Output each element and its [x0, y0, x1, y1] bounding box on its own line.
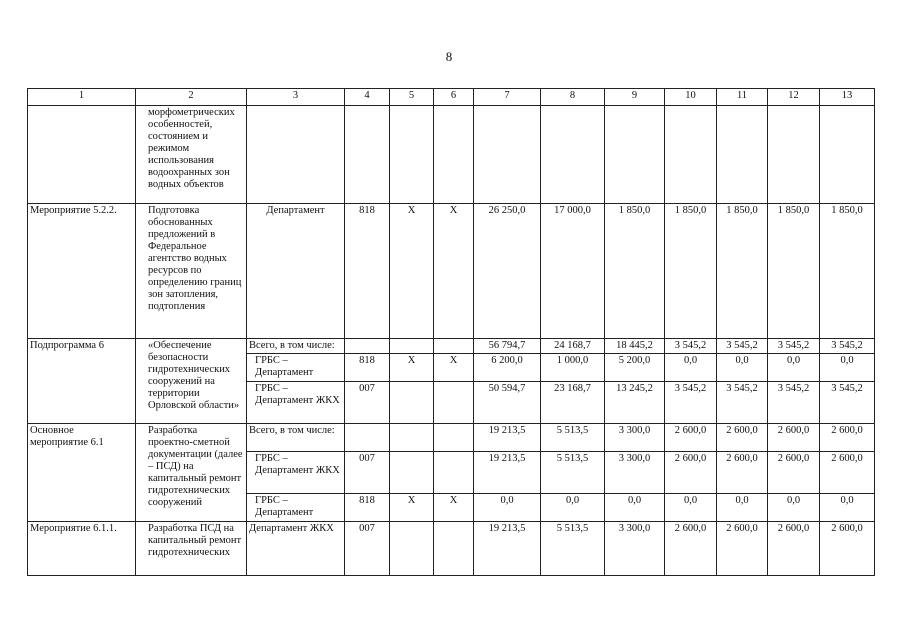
table-cell: Х — [434, 354, 474, 382]
header-cell: 4 — [345, 89, 390, 106]
table-cell — [768, 106, 820, 204]
table-cell: Мероприятие 6.1.1. — [28, 522, 136, 576]
table-cell: 3 545,2 — [820, 382, 875, 424]
table-cell: Разработка проектно-сметной документации (далее – ПСД) на капитальный ремонт гидротехнических сооружений — [136, 424, 247, 522]
table-cell: 2 600,0 — [768, 452, 820, 494]
table-cell: 17 000,0 — [541, 204, 605, 339]
table-cell: 24 168,7 — [541, 339, 605, 354]
table-cell: 0,0 — [768, 494, 820, 522]
table-cell: 6 200,0 — [474, 354, 541, 382]
table-cell — [605, 106, 665, 204]
table-cell: 19 213,5 — [474, 452, 541, 494]
table-row — [28, 339, 875, 354]
table-cell: 007 — [345, 382, 390, 424]
table-cell: 1 850,0 — [605, 204, 665, 339]
table-cell — [434, 452, 474, 494]
header-cell: 9 — [605, 89, 665, 106]
table-row — [28, 424, 875, 452]
table-cell: Х — [390, 494, 434, 522]
header-cell: 5 — [390, 89, 434, 106]
table-cell: ГРБС – Департамент — [247, 494, 345, 522]
header-cell: 11 — [717, 89, 768, 106]
table-cell — [390, 424, 434, 452]
table-cell: Мероприятие 5.2.2. — [28, 204, 136, 339]
table-cell — [390, 339, 434, 354]
table-cell — [390, 382, 434, 424]
table-cell — [665, 106, 717, 204]
table-cell: 1 850,0 — [768, 204, 820, 339]
table-cell: 1 850,0 — [665, 204, 717, 339]
table-cell: 18 445,2 — [605, 339, 665, 354]
table-cell: ГРБС – Департамент — [247, 354, 345, 382]
table-cell: 0,0 — [820, 494, 875, 522]
table-cell: Х — [390, 354, 434, 382]
table-cell: 19 213,5 — [474, 522, 541, 576]
header-row — [28, 89, 875, 106]
table-cell — [345, 339, 390, 354]
table-cell: Всего, в том числе: — [247, 424, 345, 452]
table-cell — [434, 382, 474, 424]
table-cell: 2 600,0 — [665, 452, 717, 494]
header-cell: 6 — [434, 89, 474, 106]
table-cell: 1 000,0 — [541, 354, 605, 382]
table-cell: 3 545,2 — [768, 382, 820, 424]
table-cell: 0,0 — [474, 494, 541, 522]
table-cell: Всего, в том числе: — [247, 339, 345, 354]
table-cell — [28, 106, 136, 204]
table-cell — [390, 106, 434, 204]
table-row — [28, 106, 875, 204]
table-cell: 0,0 — [717, 494, 768, 522]
table-cell: Департамент — [247, 204, 345, 339]
table-cell — [390, 522, 434, 576]
table-cell: 2 600,0 — [768, 424, 820, 452]
table-cell: Основное мероприятие 6.1 — [28, 424, 136, 522]
table-cell: 0,0 — [717, 354, 768, 382]
table-cell: 5 200,0 — [605, 354, 665, 382]
header-cell: 13 — [820, 89, 875, 106]
table-cell: Х — [434, 494, 474, 522]
table-cell: 13 245,2 — [605, 382, 665, 424]
table-cell: 3 545,2 — [717, 339, 768, 354]
table-cell: 0,0 — [820, 354, 875, 382]
table-cell — [247, 106, 345, 204]
table-cell: 0,0 — [768, 354, 820, 382]
table-cell: 0,0 — [605, 494, 665, 522]
table-cell — [820, 106, 875, 204]
table-cell: 2 600,0 — [768, 522, 820, 576]
table-cell — [434, 424, 474, 452]
table-row — [28, 204, 875, 339]
table-cell: Подготовка обоснованных предложений в Федеральное агентство водных ресурсов по определению границ зон затопления, подтопления — [136, 204, 247, 339]
table-cell: 56 794,7 — [474, 339, 541, 354]
table-cell: 0,0 — [541, 494, 605, 522]
header-cell: 8 — [541, 89, 605, 106]
table-cell — [541, 106, 605, 204]
table-cell: 5 513,5 — [541, 424, 605, 452]
table-cell: Разработка ПСД на капитальный ремонт гидротехнических — [136, 522, 247, 576]
table-cell: 50 594,7 — [474, 382, 541, 424]
table-cell: морфометрических особенностей, состоянием и режимом использования водоохранных зон водных объектов — [136, 106, 247, 204]
table-cell: 3 545,2 — [665, 339, 717, 354]
header-cell: 12 — [768, 89, 820, 106]
table-cell: 2 600,0 — [820, 452, 875, 494]
table-cell — [434, 522, 474, 576]
table-cell — [434, 339, 474, 354]
table-cell: 2 600,0 — [665, 522, 717, 576]
header-cell: 3 — [247, 89, 345, 106]
table-cell — [717, 106, 768, 204]
table-cell: 5 513,5 — [541, 522, 605, 576]
table-cell: 23 168,7 — [541, 382, 605, 424]
header-cell: 2 — [136, 89, 247, 106]
table-row — [28, 522, 875, 576]
table-cell: 3 545,2 — [768, 339, 820, 354]
table-cell: Подпрограмма 6 — [28, 339, 136, 424]
header-cell: 1 — [28, 89, 136, 106]
table-cell: 2 600,0 — [717, 424, 768, 452]
table-cell: 2 600,0 — [665, 424, 717, 452]
table-cell: 2 600,0 — [820, 424, 875, 452]
table-cell: 2 600,0 — [717, 522, 768, 576]
table-cell: ГРБС – Департамент ЖКХ — [247, 452, 345, 494]
table-cell: 1 850,0 — [717, 204, 768, 339]
table-cell: 2 600,0 — [717, 452, 768, 494]
table-cell — [474, 106, 541, 204]
table-cell: 3 545,2 — [665, 382, 717, 424]
table-cell: Х — [434, 204, 474, 339]
table-cell: 0,0 — [665, 494, 717, 522]
table-cell — [345, 424, 390, 452]
table-cell: 3 545,2 — [717, 382, 768, 424]
table-cell: 007 — [345, 452, 390, 494]
table-cell: 26 250,0 — [474, 204, 541, 339]
table-cell — [434, 106, 474, 204]
table-cell: 3 300,0 — [605, 452, 665, 494]
table-cell: 818 — [345, 204, 390, 339]
table-cell: Департамент ЖКХ — [247, 522, 345, 576]
table-cell: 007 — [345, 522, 390, 576]
page-number: 8 — [445, 49, 453, 64]
table-cell: 3 300,0 — [605, 424, 665, 452]
table-cell: Х — [390, 204, 434, 339]
header-cell: 10 — [665, 89, 717, 106]
table-cell: 19 213,5 — [474, 424, 541, 452]
table-cell: 3 300,0 — [605, 522, 665, 576]
budget-table — [27, 88, 875, 576]
table-cell: 0,0 — [665, 354, 717, 382]
table-cell — [345, 106, 390, 204]
table-cell: 818 — [345, 354, 390, 382]
table-cell: 5 513,5 — [541, 452, 605, 494]
table-cell — [390, 452, 434, 494]
table-cell: 1 850,0 — [820, 204, 875, 339]
table-cell: «Обеспечение безопасности гидротехнических сооружений на территории Орловской области» — [136, 339, 247, 424]
table-cell: 3 545,2 — [820, 339, 875, 354]
table-cell: ГРБС – Департамент ЖКХ — [247, 382, 345, 424]
table-cell: 2 600,0 — [820, 522, 875, 576]
header-cell: 7 — [474, 89, 541, 106]
table-cell: 818 — [345, 494, 390, 522]
